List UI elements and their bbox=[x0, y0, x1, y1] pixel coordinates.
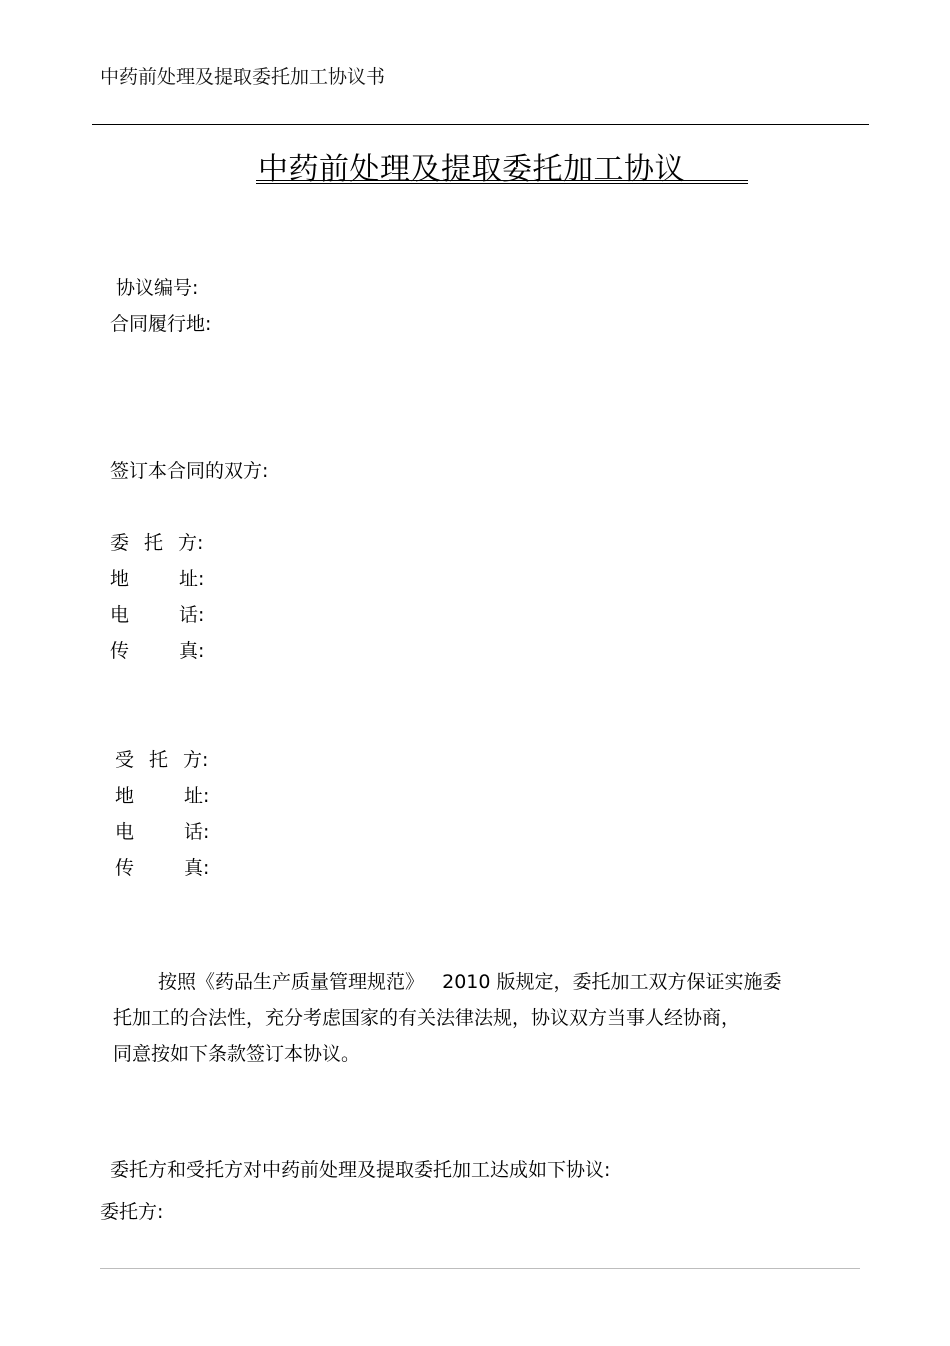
contractor-phone-char-2: 话: bbox=[184, 821, 210, 843]
contractor-fax-char-1: 传 bbox=[115, 857, 135, 879]
running-header: 中药前处理及提取委托加工协议书 bbox=[100, 66, 386, 88]
client-address-char-1: 地 bbox=[110, 568, 130, 590]
client-party-char-1: 委 bbox=[110, 532, 130, 554]
client-party-char-2: 托 bbox=[144, 532, 164, 554]
document-title: 中药前处理及提取委托加工协议 bbox=[258, 152, 685, 187]
contractor-party-label bbox=[115, 748, 208, 772]
client-phone-char-1: 电 bbox=[110, 604, 130, 626]
contractor-address-char-1: 地 bbox=[115, 785, 135, 807]
client-fax-char-2: 真: bbox=[179, 640, 205, 662]
agreement-intro: 委托方和受托方对中药前处理及提取委托加工达成如下协议: bbox=[110, 1159, 611, 1181]
contractor-fax-char-2: 真: bbox=[184, 857, 210, 879]
contractor-address-char-2: 址: bbox=[184, 785, 210, 807]
footer-divider bbox=[100, 1268, 860, 1269]
contractor-phone-label bbox=[115, 820, 209, 844]
client-address-label bbox=[110, 567, 204, 591]
contractor-party-char-2: 托 bbox=[149, 749, 169, 771]
header-divider bbox=[92, 124, 869, 125]
body-line-2: 托加工的合法性，充分考虑国家的有关法律法规，协议双方当事人经协商， bbox=[113, 1007, 741, 1029]
contractor-fax-label bbox=[115, 856, 209, 880]
contractor-phone-char-1: 电 bbox=[115, 821, 135, 843]
body-line-3: 同意按如下条款签订本协议。 bbox=[113, 1043, 361, 1065]
client-address-char-2: 址: bbox=[179, 568, 205, 590]
client-party-label bbox=[110, 531, 203, 555]
client-fax-char-1: 传 bbox=[110, 640, 130, 662]
contractor-party-char-3: 方: bbox=[183, 749, 209, 771]
contractor-party-char-1: 受 bbox=[115, 749, 135, 771]
body-paragraph bbox=[113, 964, 853, 1072]
parties-intro: 签订本合同的双方: bbox=[110, 460, 269, 482]
contractor-address-label bbox=[115, 784, 209, 808]
agreement-number-label: 协议编号: bbox=[116, 277, 199, 299]
client-phone-label bbox=[110, 603, 204, 627]
client-fax-label bbox=[110, 639, 204, 663]
title-underline bbox=[256, 180, 748, 184]
client-party-char-3: 方: bbox=[178, 532, 204, 554]
client-label-final: 委托方: bbox=[100, 1201, 164, 1223]
body-line-1: 按照《药品生产质量管理规范》 2010 版规定，委托加工双方保证实施委 bbox=[158, 971, 782, 993]
client-phone-char-2: 话: bbox=[179, 604, 205, 626]
place-of-performance-label: 合同履行地: bbox=[110, 313, 212, 335]
